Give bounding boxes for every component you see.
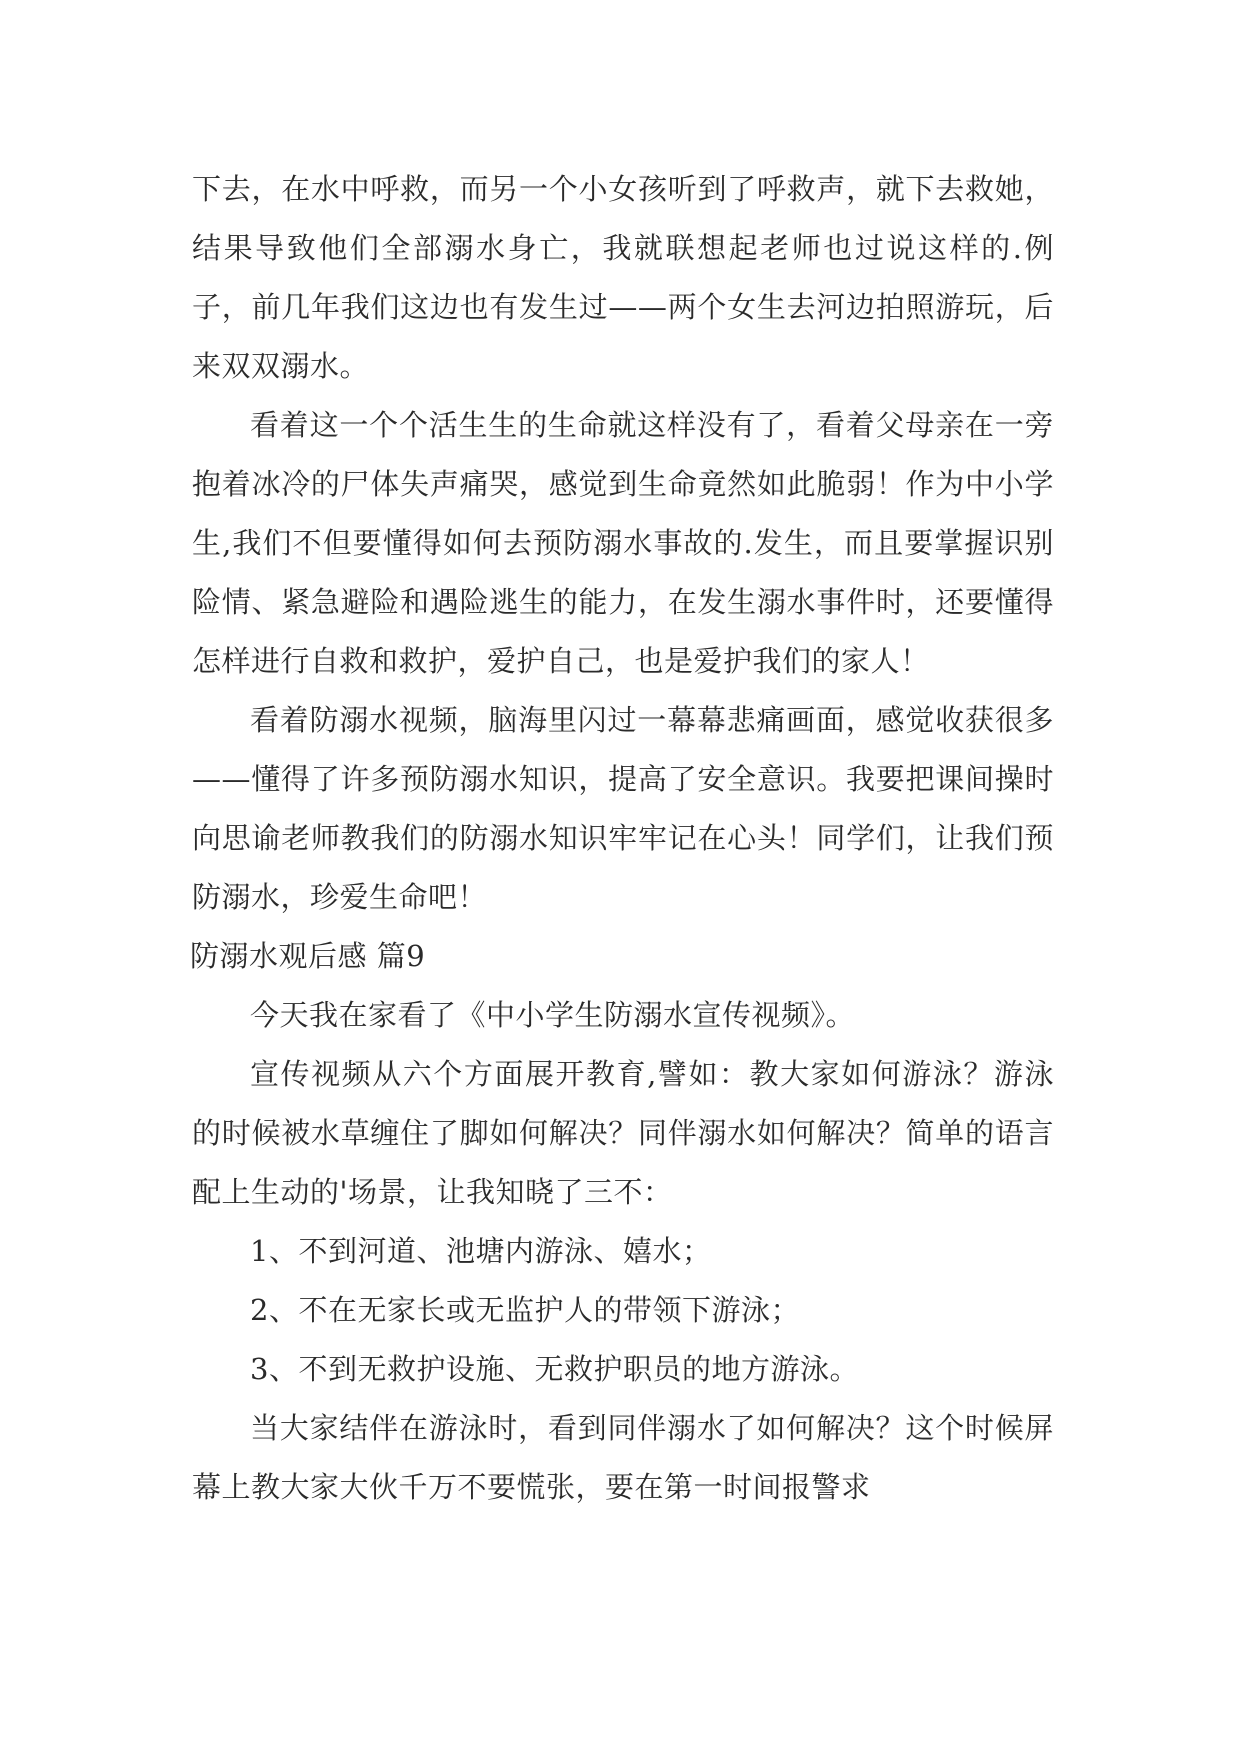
list-item: 1、不到河道、池塘内游泳、嬉水； xyxy=(250,1234,712,1268)
paragraph: 看着这一个个活生生的生命就这样没有了，看着父母亲在一旁抱着冰冷的尸体失声痛哭，感觉到生命竟然如此脆弱！作为中小学生,我们不但要懂得如何去预防溺水事故的.发生，而且要掌握识别险情、紧急避险和遇险逃生的能力，在发生溺水事件时，还要懂得怎样进行自救和救护，爱护自己，也是爱护我们的家人！ xyxy=(192,408,1054,678)
document-body xyxy=(192,160,1054,1517)
paragraph: 看着防溺水视频，脑海里闪过一幕幕悲痛画面，感觉收获很多——懂得了许多预防溺水知识，提高了安全意识。我要把课间操时向思谕老师教我们的防溺水知识牢牢记在心头！同学们，让我们预防溺水，珍爱生命吧！ xyxy=(192,703,1054,914)
list-item: 3、不到无救护设施、无救护职员的地方游泳。 xyxy=(250,1352,859,1386)
paragraph: 今天我在家看了《中小学生防溺水宣传视频》。 xyxy=(250,998,856,1032)
list-item: 2、不在无家长或无监护人的带领下游泳； xyxy=(250,1293,800,1327)
paragraph-continuation: 下去，在水中呼救，而另一个小女孩听到了呼救声，就下去救她，结果导致他们全部溺水身亡，我就联想起老师也过说这样的.例子，前几年我们这边也有发生过——两个女生去河边拍照游玩，后来双双溺水。 xyxy=(192,172,1054,383)
paragraph: 宣传视频从六个方面展开教育,譬如：教大家如何游泳？游泳的时候被水草缠住了脚如何解决？同伴溺水如何解决？简单的语言配上生动的'场景，让我知晓了三不： xyxy=(192,1057,1054,1209)
paragraph: 当大家结伴在游泳时，看到同伴溺水了如何解决？这个时候屏幕上教大家大伙千万不要慌张，要在第一时间报警求 xyxy=(192,1411,1054,1504)
section-heading: 防溺水观后感 篇9 xyxy=(190,939,426,973)
